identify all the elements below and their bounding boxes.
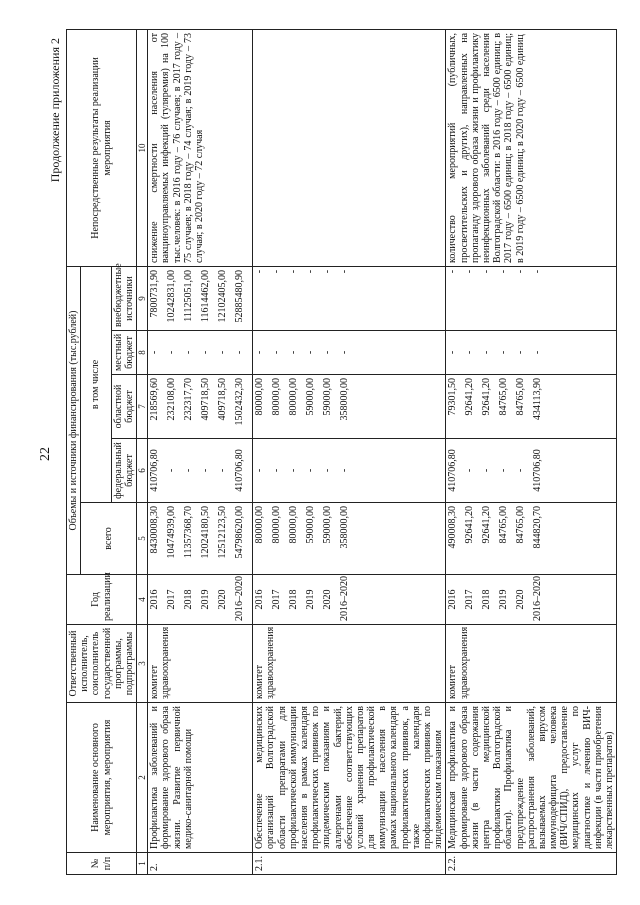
regional-cell-column <box>253 375 446 439</box>
year-cell: 2018 <box>288 589 300 610</box>
year-cell: 2017 <box>464 589 476 610</box>
col-number: 6 <box>137 439 148 503</box>
regional-cell-column <box>148 375 253 439</box>
year-cell-column <box>253 575 446 625</box>
extrabudget-cell: - <box>515 269 527 274</box>
local-cell: - <box>498 350 510 355</box>
extrabudget-cell: - <box>498 269 510 274</box>
extrabudget-cell: 12102405,00 <box>217 269 229 323</box>
extrabudget-cell: 11614462,00 <box>200 269 212 323</box>
federal-cell-column <box>148 439 253 503</box>
col-number: 10 <box>137 29 148 266</box>
year-cell-column <box>446 575 617 625</box>
local-cell: - <box>464 350 476 355</box>
year-cell: 2016–2020 <box>339 576 351 621</box>
extrabudget-cell: 52885480,90 <box>234 269 246 323</box>
regional-cell: 84765,00 <box>515 378 527 416</box>
regional-cell: 232317,70 <box>183 378 195 421</box>
federal-cell-column <box>446 439 617 503</box>
total-cell: 10474939,00 <box>166 506 178 559</box>
local-cell: - <box>149 350 161 355</box>
total-cell: 54798620,00 <box>234 506 246 559</box>
year-cell: 2017 <box>166 589 178 610</box>
page-number: 22 <box>38 447 53 461</box>
extrabudget-cell: - <box>481 269 493 274</box>
local-cell: - <box>447 350 459 355</box>
extrabudget-cell: - <box>322 269 334 274</box>
federal-cell: - <box>481 468 493 473</box>
year-cell: 2017 <box>271 589 283 610</box>
header-local: местный бюджет <box>111 331 136 375</box>
program-table <box>66 29 617 875</box>
local-cell: - <box>322 350 334 355</box>
federal-cell: 410706,80 <box>447 449 459 492</box>
federal-cell: - <box>339 468 351 473</box>
federal-cell-column <box>253 439 446 503</box>
federal-cell: - <box>217 468 229 473</box>
local-cell: - <box>339 350 351 355</box>
regional-cell: 84765,00 <box>498 378 510 416</box>
measure-result: снижение смертности населения от вакциноуправляемых инфекций (туляремия) на 100 тыс.человек: в 2016 году – 76 случаев; в 2017 году – 75 случаев; в 2018 году – 74 случая; в 2019 году – 73 случая; в 2020 году – 72 случая <box>148 29 253 266</box>
year-cell: 2016 <box>447 589 459 610</box>
total-cell: 80000,00 <box>271 506 283 544</box>
total-cell: 844820,70 <box>532 506 544 549</box>
extrabudget-cell: 10242831,00 <box>166 269 178 323</box>
extrabudget-cell: - <box>305 269 317 274</box>
federal-cell: - <box>271 468 283 473</box>
total-cell: 8430008,30 <box>149 506 161 554</box>
local-cell: - <box>481 350 493 355</box>
total-cell-column <box>253 503 446 575</box>
federal-cell: - <box>305 468 317 473</box>
federal-cell: - <box>288 468 300 473</box>
federal-cell: 410706,80 <box>234 449 246 492</box>
federal-cell: - <box>183 468 195 473</box>
year-cell: 2018 <box>481 589 493 610</box>
total-cell: 84765,00 <box>498 506 510 544</box>
regional-cell: 80000,00 <box>288 378 300 416</box>
header-result: Непосредственные результаты реализации мероприятия <box>67 29 137 266</box>
year-cell: 2018 <box>183 589 195 610</box>
col-number: 8 <box>137 331 148 375</box>
header-resp: Ответственный исполнитель, соисполнитель государственной программы, подпрограммы <box>67 625 137 703</box>
total-cell: 11357368,70 <box>183 506 195 559</box>
federal-cell: - <box>515 468 527 473</box>
header-extrabudget: внебюджетные источники <box>111 266 136 330</box>
total-cell: 80000,00 <box>288 506 300 544</box>
extrabudget-cell: - <box>254 269 266 274</box>
federal-cell: 410706,80 <box>149 449 161 492</box>
regional-cell: 409718,50 <box>217 378 229 421</box>
local-cell: - <box>254 350 266 355</box>
row-number: 2. <box>148 853 253 875</box>
col-number: 2 <box>137 703 148 853</box>
extrabudget-cell: - <box>464 269 476 274</box>
year-cell: 2016–2020 <box>234 576 246 621</box>
local-cell: - <box>515 350 527 355</box>
federal-cell: - <box>322 468 334 473</box>
regional-cell: 80000,00 <box>254 378 266 416</box>
responsible-executor: комитет здравоохранения <box>253 625 446 703</box>
extrabudget-cell-column <box>253 266 446 330</box>
year-cell: 2016 <box>254 589 266 610</box>
total-cell: 92641,20 <box>481 506 493 544</box>
appendix-label: Продолжение приложения 2 <box>48 38 62 183</box>
extrabudget-cell: - <box>447 269 459 274</box>
federal-cell: - <box>166 468 178 473</box>
local-cell: - <box>200 350 212 355</box>
extrabudget-cell: - <box>339 269 351 274</box>
col-number: 3 <box>137 625 148 703</box>
col-number: 4 <box>137 575 148 625</box>
row-number: 2.2. <box>446 853 617 875</box>
total-cell: 80000,00 <box>254 506 266 544</box>
total-cell: 12512123,50 <box>217 506 229 559</box>
total-cell-column <box>148 503 253 575</box>
local-cell-column <box>148 331 253 375</box>
regional-cell: 59000,00 <box>305 378 317 416</box>
federal-cell: 410706,80 <box>532 449 544 492</box>
header-total: всего <box>81 503 137 575</box>
local-cell: - <box>166 350 178 355</box>
regional-cell: 59000,00 <box>322 378 334 416</box>
local-cell: - <box>288 350 300 355</box>
header-including: в том числе <box>81 266 112 502</box>
year-cell: 2019 <box>305 589 317 610</box>
local-cell-column <box>253 331 446 375</box>
col-number: 7 <box>137 375 148 439</box>
regional-cell: 80000,00 <box>271 378 283 416</box>
total-cell: 84765,00 <box>515 506 527 544</box>
measure-result <box>253 29 446 266</box>
local-cell: - <box>234 350 246 355</box>
year-cell: 2019 <box>498 589 510 610</box>
year-cell: 2016–2020 <box>532 576 544 621</box>
measure-name: Профилактика заболеваний и формирование здорового образа жизни. Развитие первичной медико-санитарной помощи <box>148 703 253 853</box>
federal-cell: - <box>254 468 266 473</box>
table-row <box>253 29 446 874</box>
federal-cell: - <box>464 468 476 473</box>
total-cell: 59000,00 <box>322 506 334 544</box>
year-cell: 2020 <box>217 589 229 610</box>
regional-cell: 79301,50 <box>447 378 459 416</box>
local-cell: - <box>532 350 544 355</box>
regional-cell: 409718,50 <box>200 378 212 421</box>
extrabudget-cell: - <box>288 269 300 274</box>
extrabudget-cell-column <box>446 266 617 330</box>
regional-cell-column <box>446 375 617 439</box>
local-cell-column <box>446 331 617 375</box>
extrabudget-cell: 7800731,90 <box>149 269 161 318</box>
total-cell: 358000,00 <box>339 506 351 549</box>
col-number: 1 <box>137 853 148 875</box>
total-cell: 490008,30 <box>447 506 459 549</box>
regional-cell: 92641,20 <box>481 378 493 416</box>
total-cell: 92641,20 <box>464 506 476 544</box>
extrabudget-cell: 11125051,00 <box>183 269 195 322</box>
local-cell: - <box>305 350 317 355</box>
responsible-executor: комитет здравоохранения <box>446 625 617 703</box>
year-cell: 2019 <box>200 589 212 610</box>
row-number: 2.1. <box>253 853 446 875</box>
header-funding: Объемы и источники финансирования (тыс.рублей) <box>67 266 81 574</box>
header-regional: областной бюджет <box>111 375 136 439</box>
table-row <box>148 29 253 874</box>
regional-cell: 358000,00 <box>339 378 351 421</box>
year-cell-column <box>148 575 253 625</box>
extrabudget-cell: - <box>532 269 544 274</box>
rotated-sheet <box>48 30 628 875</box>
total-cell: 59000,00 <box>305 506 317 544</box>
table-body <box>148 29 617 874</box>
measure-name: Медицинская профилактика и формирование здорового образа жизни (в части содержания центра медицинской профилактики Волгоградской области). Профилактика и предупреждение распространения заболеваний, вызываемых вирусом иммунодефицита человека (ВИЧ/СПИД), предоставление медицинских услуг по диагностике и лечению ВИЧ-инфекции (в части приобретения лекарственных препаратов) <box>446 703 617 853</box>
header-year: Год реализации <box>67 575 137 625</box>
regional-cell: 218569,60 <box>149 378 161 421</box>
extrabudget-cell: - <box>271 269 283 274</box>
federal-cell: - <box>498 468 510 473</box>
regional-cell: 92641,20 <box>464 378 476 416</box>
extrabudget-cell-column <box>148 266 253 330</box>
table-row <box>446 29 617 874</box>
year-cell: 2016 <box>149 589 161 610</box>
regional-cell: 232108,00 <box>166 378 178 421</box>
local-cell: - <box>271 350 283 355</box>
header-num: № п/п <box>67 853 137 875</box>
responsible-executor: комитет здравоохранения <box>148 625 253 703</box>
year-cell: 2020 <box>322 589 334 610</box>
col-number: 5 <box>137 503 148 575</box>
header-federal: федеральный бюджет <box>111 439 136 503</box>
federal-cell: - <box>200 468 212 473</box>
regional-cell: 434113,90 <box>532 378 544 421</box>
year-cell: 2020 <box>515 589 527 610</box>
local-cell: - <box>217 350 229 355</box>
total-cell: 12024180,50 <box>200 506 212 559</box>
local-cell: - <box>183 350 195 355</box>
col-number: 9 <box>137 266 148 330</box>
header-name: Наименование основного мероприятия, мероприятия <box>67 703 137 853</box>
measure-result: количество мероприятий (публичных, просветительских и других), направленных на пропаганду здорового образа жизни и профилактику неинфекционных заболеваний среди населения Волгоградской области: в 2016 году – 6500 единиц; в 2017 году – 6500 единиц; в 2018 году – 6500 единиц; в 2019 году – 6500 единиц; в 2020 году – 6500 единиц <box>446 29 617 266</box>
total-cell-column <box>446 503 617 575</box>
regional-cell: 1502432,30 <box>234 378 246 426</box>
measure-name: Обеспечение медицинских организаций Волгоградской области препаратами для профилактической иммунизации населения в рамках календаря профилактических прививок по эпидемическим показаниям и аллергенами бактерий, обеспечение соответствующих условий хранения препаратов для профилактической иммунизации населения в рамках национального календаря профилактических прививок, а также календаря профилактических прививок по эпидемическим показаниям <box>253 703 446 853</box>
